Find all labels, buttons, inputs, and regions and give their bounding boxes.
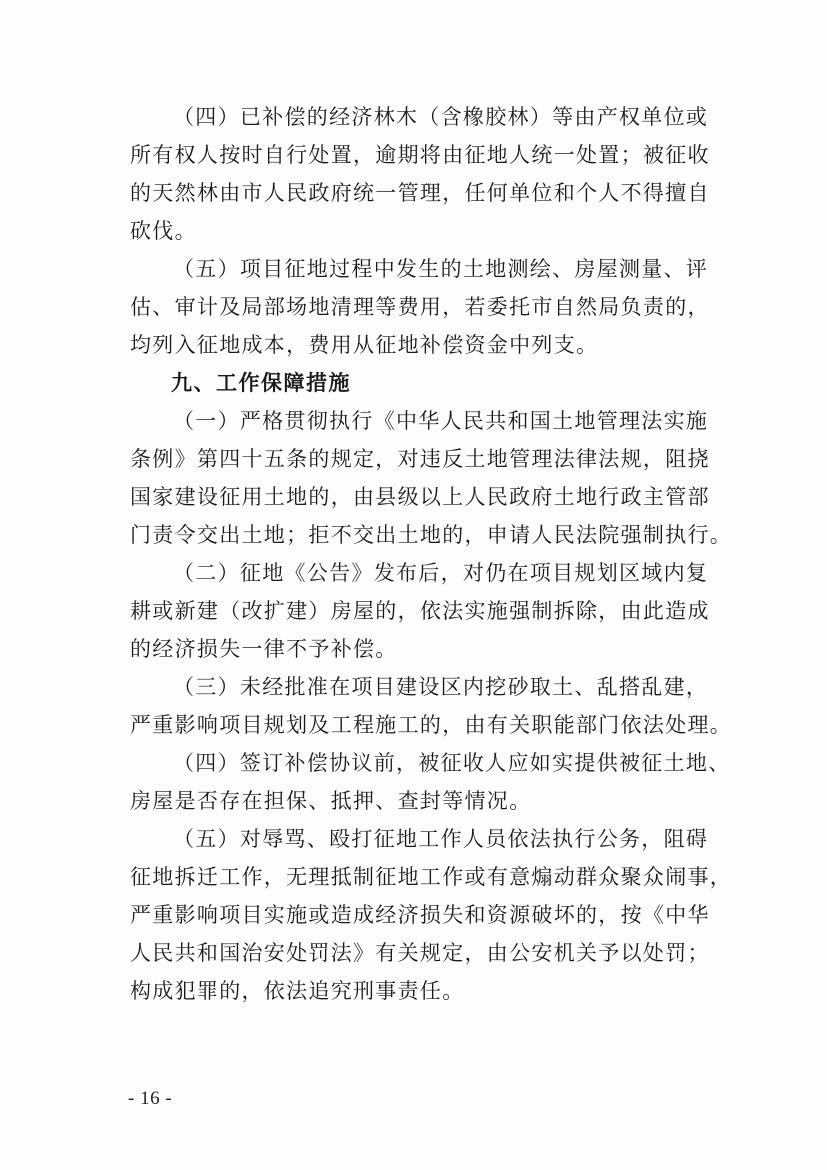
paragraph-line: 均列入征地成本，费用从征地补偿资金中列支。: [130, 333, 599, 357]
paragraph-line: 人民共和国治安处罚法》有关规定，由公安机关予以处罚；: [130, 941, 710, 965]
paragraph-line: （二）征地《公告》发布后，对仍在项目规划区域内复: [173, 561, 709, 585]
paragraph-line: （五）项目征地过程中发生的土地测绘、房屋测量、评: [173, 257, 709, 281]
paragraph-line: （一）严格贯彻执行《中华人民共和国土地管理法实施: [173, 409, 709, 433]
document-body: [130, 98, 733, 1010]
paragraph-line: 严重影响项目规划及工程施工的，由有关职能部门依法处理。: [130, 713, 733, 737]
paragraph-line: 征地拆迁工作，无理抵制征地工作或有意煽动群众聚众闹事，: [130, 865, 733, 889]
paragraph-line: 所有权人按时自行处置，逾期将由征地人统一处置；被征收: [130, 143, 710, 167]
paragraph-line: 的天然林由市人民政府统一管理，任何单位和个人不得擅自: [130, 181, 710, 205]
paragraph-line: 构成犯罪的，依法追究刑事责任。: [130, 979, 465, 1003]
paragraph-line: （四）已补偿的经济林木（含橡胶林）等由产权单位或: [173, 105, 709, 129]
page-number: - 16 -: [128, 1088, 173, 1109]
paragraph-line: （三）未经批准在项目建设区内挖砂取土、乱搭乱建，: [173, 675, 709, 699]
paragraph-line: 估、审计及局部场地清理等费用，若委托市自然局负责的，: [130, 295, 710, 319]
paragraph-line: 房屋是否存在担保、抵押、查封等情况。: [130, 789, 532, 813]
paragraph-line: 门责令交出土地；拒不交出土地的，申请人民法院强制执行。: [130, 523, 733, 547]
paragraph-line: 严重影响项目实施或造成经济损失和资源破坏的，按《中华: [130, 903, 710, 927]
paragraph-line: （四）签订补偿协议前，被征收人应如实提供被征土地、: [173, 751, 731, 775]
paragraph-line: 国家建设征用土地的，由县级以上人民政府土地行政主管部: [130, 485, 710, 509]
paragraph-line: （五）对辱骂、殴打征地工作人员依法执行公务，阻碍: [173, 827, 709, 851]
paragraph-line: 的经济损失一律不予补偿。: [130, 637, 398, 661]
paragraph-line: 砍伐。: [130, 219, 197, 243]
paragraph-line: 耕或新建（改扩建）房屋的，依法实施强制拆除，由此造成: [130, 599, 710, 623]
section-heading: 九、工作保障措施: [171, 371, 351, 395]
paragraph-line: 条例》第四十五条的规定，对违反土地管理法律法规，阻挠: [130, 447, 710, 471]
